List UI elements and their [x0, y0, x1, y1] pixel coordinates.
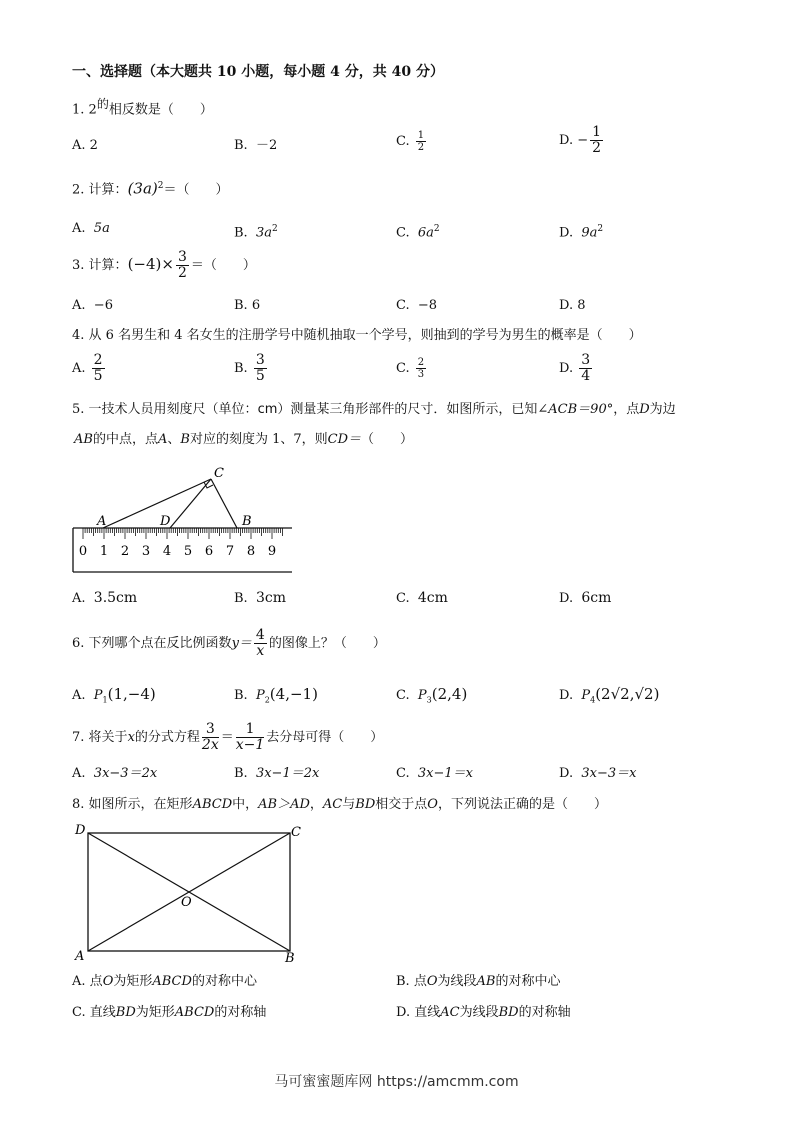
ruler-ticks: [83, 528, 283, 539]
option-label: D.: [559, 298, 574, 313]
q5-text-f: 对应的刻度为 1、7，则: [189, 432, 328, 447]
q2-expr: (3a): [127, 179, 158, 198]
q8-option-d[interactable]: [396, 1005, 571, 1021]
option-sign: −: [577, 133, 589, 148]
option-label: A.: [72, 298, 86, 313]
option-var: BD: [115, 1005, 136, 1020]
q7-option-d[interactable]: [559, 766, 636, 782]
option-text: 6cm: [581, 590, 612, 606]
option-var: O: [102, 974, 114, 989]
denominator: x: [256, 643, 265, 659]
segment-ac: [103, 479, 211, 528]
question-7-stem: [72, 722, 383, 753]
point-name: P: [417, 688, 427, 703]
numerator: 2: [93, 352, 103, 368]
option-part: 直线: [89, 1005, 116, 1020]
q6-func-lhs: y＝: [231, 636, 252, 651]
option-text: 3x−1＝2x: [255, 766, 320, 781]
q1-option-b[interactable]: [234, 138, 277, 154]
option-label: C.: [396, 591, 410, 606]
label-a: A: [75, 949, 85, 964]
denominator: 5: [93, 368, 103, 384]
option-text: 3.5cm: [93, 590, 138, 606]
option-label: A.: [72, 221, 86, 236]
option-part: 的对称轴: [214, 1005, 267, 1020]
option-part: 点: [413, 974, 427, 989]
q7-option-a[interactable]: [72, 766, 157, 782]
q8-text-c: ，: [309, 797, 323, 812]
rhs-fraction: [236, 722, 265, 753]
option-var: AC: [440, 1005, 460, 1020]
question-number: 2.: [72, 182, 85, 198]
q5-text-a: 一技术人员用刻度尺（单位：: [88, 402, 258, 417]
q2-option-a[interactable]: [72, 221, 110, 237]
option-part: 的对称中心: [191, 974, 257, 989]
q5-sep: 、: [167, 432, 181, 447]
q7-option-c[interactable]: [396, 766, 473, 782]
option-label: C.: [72, 1005, 86, 1020]
q5-option-d[interactable]: [559, 590, 611, 607]
q8-ac: AC: [322, 797, 343, 812]
ruler-number: 7: [225, 544, 235, 559]
rectangle-figure: [70, 820, 315, 965]
option-label: B.: [396, 974, 410, 989]
ruler-triangle-figure: [70, 462, 298, 578]
option-label: A.: [72, 974, 86, 989]
option-text: 3x−3＝2x: [93, 766, 158, 781]
option-label: B.: [234, 688, 248, 703]
q3-option-c[interactable]: [396, 298, 437, 314]
q7-eq: ＝: [220, 730, 234, 745]
q3-stem-post: ＝（ ）: [190, 258, 256, 273]
ruler-numbers: [79, 544, 276, 559]
option-var: AB: [476, 974, 496, 989]
option-part: 为线段: [437, 974, 477, 989]
label-o: O: [181, 895, 192, 910]
ruler-number: 9: [267, 544, 277, 559]
option-var: ABCD: [174, 1005, 215, 1020]
label-a: A: [97, 514, 107, 529]
q4-option-c[interactable]: [396, 357, 428, 380]
option-part: 点: [89, 974, 103, 989]
option-exp: 2: [433, 224, 440, 234]
fraction: [176, 250, 189, 281]
option-label: D.: [559, 688, 574, 703]
option-var: BD: [498, 1005, 519, 1020]
lhs-fraction: [202, 722, 219, 753]
q8-text-a: 如图所示，在矩形: [88, 797, 193, 812]
option-label: C.: [396, 134, 410, 149]
option-base: 3a: [255, 225, 272, 241]
fraction: [92, 353, 105, 384]
q2-exp: 2: [157, 181, 164, 191]
segment-dc: [170, 479, 211, 528]
numerator: 1: [236, 722, 265, 738]
q2-option-c[interactable]: [396, 221, 440, 241]
option-label: D.: [559, 225, 574, 241]
q7-option-b[interactable]: [234, 766, 319, 782]
q6-option-a[interactable]: [72, 686, 156, 709]
q5-text-c: ，点: [613, 402, 640, 417]
question-6-stem: [72, 628, 386, 659]
question-number: 8.: [72, 797, 85, 812]
point-coords: (1,−4): [107, 685, 156, 703]
footer-watermark: 马可蜜蜜题库网 https://amcmm.com: [274, 1074, 519, 1090]
option-label: A.: [72, 138, 86, 153]
option-label: D.: [559, 766, 574, 781]
numerator: 3: [581, 352, 591, 368]
ruler-number: 3: [141, 544, 151, 559]
option-var: O: [426, 974, 438, 989]
option-label: C.: [396, 225, 410, 241]
option-part: 为矩形: [135, 1005, 175, 1020]
fraction: [254, 353, 267, 384]
option-exp: 2: [597, 224, 604, 234]
question-number: 5.: [72, 402, 85, 417]
label-d: D: [160, 514, 171, 529]
option-text: −6: [93, 298, 113, 313]
denominator: 4: [581, 368, 591, 384]
q2-option-d[interactable]: [559, 221, 603, 241]
question-number: 3.: [72, 258, 85, 273]
q7-var: x: [127, 730, 135, 745]
option-part: 直线: [414, 1005, 441, 1020]
q5-point-a: A: [157, 432, 168, 447]
fraction: [416, 357, 426, 380]
option-label: D.: [396, 1005, 411, 1020]
numerator: 2: [417, 357, 425, 368]
label-b: B: [285, 951, 295, 965]
question-5-stem-line1: [72, 402, 676, 418]
point-name: P: [255, 688, 265, 703]
question-number: 7.: [72, 730, 85, 745]
numerator: 1: [592, 124, 602, 140]
q8-bd: BD: [355, 797, 376, 812]
question-8-stem: [72, 797, 607, 813]
question-5-stem-line2: [74, 432, 413, 448]
q8-text-e: 相交于点: [375, 797, 428, 812]
q8-text-b: 中，: [232, 797, 259, 812]
q2-option-b[interactable]: [234, 221, 278, 241]
option-label: A.: [72, 591, 86, 606]
fraction: [579, 353, 592, 384]
question-number: 4.: [72, 328, 85, 343]
option-part: 为矩形: [113, 974, 153, 989]
option-text: －2: [255, 138, 278, 153]
q5-text-g: （ ）: [361, 432, 414, 447]
option-label: A.: [72, 361, 86, 376]
numerator: 3: [177, 249, 187, 265]
question-number: 1.: [72, 102, 85, 118]
q3-option-b[interactable]: [234, 298, 260, 314]
option-label: B.: [234, 766, 248, 781]
denominator: 5: [255, 368, 265, 384]
denominator: 3: [417, 369, 425, 380]
q7-stem-post: 去分母可得（ ）: [266, 730, 384, 745]
option-part: 的对称中心: [495, 974, 561, 989]
q6-stem-post: 的图像上？（ ）: [268, 636, 386, 651]
q4-option-a[interactable]: [72, 353, 107, 384]
question-number: 6.: [72, 636, 85, 651]
q8-text-d: 与: [342, 797, 356, 812]
option-label: C.: [396, 688, 410, 703]
point-coords: (2,4): [431, 685, 468, 703]
q1-option-a[interactable]: [72, 138, 98, 154]
q5-text-b: ）测量某三角形部件的尺寸．如图所示，已知: [277, 402, 538, 417]
ruler-number: 0: [78, 544, 88, 559]
q5-point-d: D: [639, 402, 650, 417]
numerator: 1: [417, 130, 425, 141]
option-text: 3x−3＝x: [581, 766, 637, 781]
label-b: B: [242, 514, 252, 529]
q8-option-b[interactable]: [396, 974, 561, 990]
point-sub: 4: [590, 695, 596, 705]
q8-o: O: [427, 797, 438, 812]
q1-option-c[interactable]: [396, 130, 428, 153]
q8-option-c[interactable]: [72, 1005, 266, 1021]
option-text: 6: [251, 298, 261, 313]
question-2-stem: [72, 178, 229, 198]
ruler-number: 6: [204, 544, 214, 559]
q5-text-d: 为边: [649, 402, 676, 417]
q5-unit: cm: [257, 402, 278, 417]
q5-option-c[interactable]: [396, 590, 448, 607]
q5-text-e: 的中点，点: [92, 432, 158, 447]
denominator: 2: [417, 142, 425, 153]
option-part: 为线段: [459, 1005, 499, 1020]
q2-stem-post: ＝（ ）: [163, 182, 229, 198]
q6-option-b[interactable]: [234, 686, 318, 709]
q5-option-b[interactable]: [234, 590, 286, 607]
option-label: A.: [72, 688, 86, 703]
ruler-number: 4: [162, 544, 172, 559]
numerator: 3: [255, 352, 265, 368]
option-label: D.: [559, 361, 574, 376]
point-sub: 3: [426, 695, 432, 705]
ruler-number: 1: [99, 544, 109, 559]
option-label: A.: [72, 766, 86, 781]
fraction: [416, 130, 426, 153]
option-label: B.: [234, 361, 248, 376]
ruler-number: 8: [246, 544, 256, 559]
q5-option-a[interactable]: [72, 590, 137, 607]
q8-option-a[interactable]: [72, 974, 257, 990]
q4-option-d[interactable]: [559, 353, 594, 384]
q2-stem-pre: 计算：: [88, 182, 128, 198]
option-part: 的对称轴: [518, 1005, 571, 1020]
q8-rect: ABCD: [192, 797, 233, 812]
question-3-stem: [72, 250, 256, 281]
option-text: 5a: [93, 221, 110, 236]
denominator: x−1: [235, 737, 265, 753]
question-4-stem: [72, 328, 642, 344]
q1-stem-pre: 2: [88, 102, 97, 118]
q1-option-d[interactable]: [559, 125, 605, 156]
q8-text-f: ，下列说法正确的是（ ）: [437, 797, 607, 812]
point-sub: 2: [264, 695, 270, 705]
point-coords: (2√2,√2): [595, 685, 660, 703]
option-label: B.: [234, 225, 248, 241]
q8-ineq: AB＞AD: [258, 797, 310, 812]
ruler-number: 2: [120, 544, 130, 559]
denominator: 2x: [201, 737, 219, 753]
q1-stem-sup: 的: [96, 97, 109, 111]
label-d: D: [75, 823, 86, 838]
option-text: 2: [89, 138, 98, 153]
q3-option-d[interactable]: [559, 298, 586, 314]
point-name: P: [581, 688, 591, 703]
label-c: C: [214, 466, 224, 481]
q5-point-b: B: [180, 432, 190, 447]
denominator: 2: [177, 265, 187, 281]
point-name: P: [93, 688, 103, 703]
q5-seg-ab: AB: [74, 432, 93, 447]
denominator: 2: [592, 140, 602, 156]
option-text: 8: [577, 298, 586, 313]
fraction: [254, 628, 267, 659]
q6-stem-pre: 下列哪个点在反比例函数: [88, 636, 232, 651]
option-label: C.: [396, 361, 410, 376]
q4-option-b[interactable]: [234, 353, 269, 384]
option-label: B.: [234, 298, 248, 313]
question-1-stem: [72, 96, 213, 118]
option-text: 4cm: [417, 590, 448, 606]
q3-expr: (−4)×: [127, 255, 174, 273]
option-exp: 2: [271, 224, 278, 234]
q3-option-a[interactable]: [72, 298, 113, 314]
numerator: 4: [255, 627, 265, 643]
option-label: D.: [559, 591, 574, 606]
q6-option-d[interactable]: [559, 686, 659, 709]
section-heading: 一、选择题（本大题共 10 小题，每小题 4 分，共 40 分）: [72, 64, 444, 80]
segment-cb: [211, 479, 237, 528]
label-c: C: [291, 825, 301, 840]
option-label: D.: [559, 133, 574, 148]
q7-stem-mid: 的分式方程: [134, 730, 200, 745]
q1-stem-post: 相反数是（ ）: [108, 102, 213, 118]
q5-angle: ∠ACB＝90°: [537, 402, 614, 417]
q3-stem-pre: 计算：: [88, 258, 128, 273]
fraction: [590, 125, 603, 156]
option-base: 9a: [581, 225, 598, 241]
point-sub: 1: [102, 695, 108, 705]
option-label: B.: [234, 591, 248, 606]
numerator: 3: [202, 722, 219, 738]
q5-cd: CD＝: [327, 432, 361, 447]
option-label: B.: [234, 138, 248, 153]
option-var: ABCD: [152, 974, 192, 989]
point-coords: (4,−1): [269, 685, 318, 703]
option-text: −8: [417, 298, 438, 313]
option-label: C.: [396, 298, 410, 313]
q6-option-c[interactable]: [396, 686, 467, 709]
ruler-number: 5: [183, 544, 193, 559]
option-label: C.: [396, 766, 410, 781]
option-base: 6a: [417, 225, 434, 241]
option-text: 3x−1＝x: [417, 766, 473, 781]
q7-stem-pre: 将关于: [88, 730, 128, 745]
option-text: 3cm: [255, 590, 286, 606]
q4-stem: 从 6 名男生和 4 名女生的注册学号中随机抽取一个学号，则抽到的学号为男生的概率是（ ）: [88, 328, 642, 343]
